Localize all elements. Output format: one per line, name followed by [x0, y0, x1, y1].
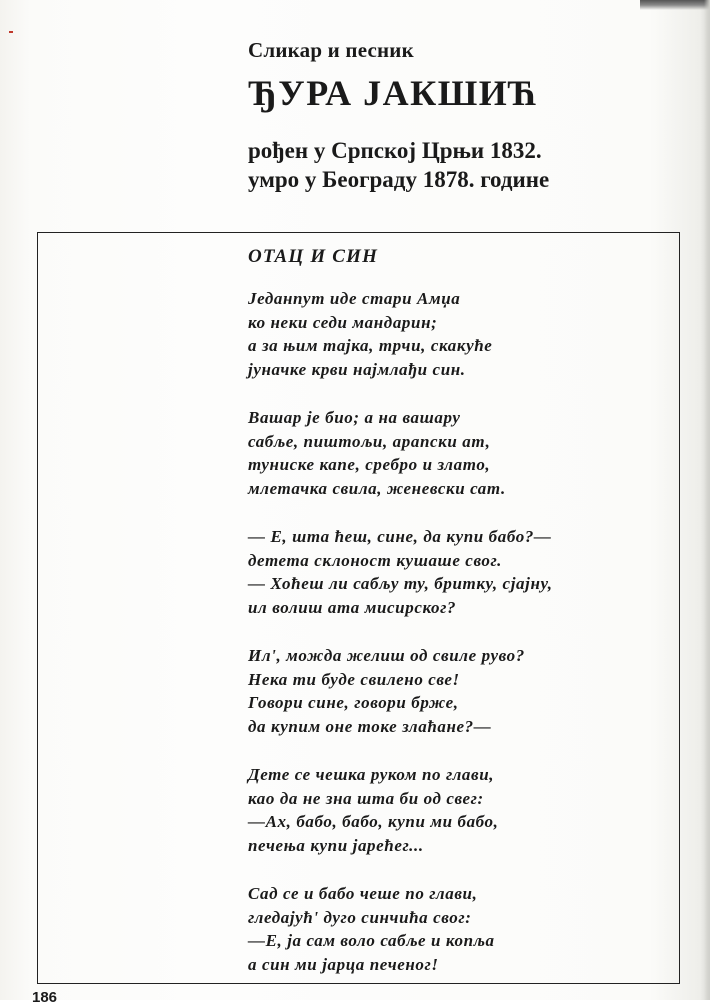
poem-line: Нека ти буде свилено све! [248, 669, 460, 689]
poem-line: Сад се и бабо чеше по глави, [248, 884, 478, 903]
page-shadow-top [640, 0, 710, 10]
poem-line: Једанпут иде стари Амџа [248, 289, 461, 308]
stanza-3 [248, 525, 668, 619]
author-bio [248, 136, 668, 194]
poem-line: да купим оне токе злаћане?— [248, 716, 492, 736]
poem [248, 245, 668, 976]
poem-title: ОТАЦ И СИН [248, 246, 379, 267]
author-born: рођен у Српској Црњи 1832. [248, 138, 542, 163]
poem-line: а син ми јарца печеног! [248, 954, 439, 974]
poem-line: јуначке крви најмлађи син. [248, 359, 466, 379]
poem-line: туниске капе, сребро и злато, [248, 455, 491, 474]
author-name: ЂУРА ЈАКШИЋ [248, 73, 539, 113]
margin-mark [9, 31, 13, 33]
poem-line: детета склоност кушаше свог. [248, 550, 503, 570]
stanza-4 [248, 644, 668, 738]
poem-line: као да не зна шта би од свег: [248, 788, 484, 808]
poem-line: —Е, ја сам воло сабље и копља [248, 931, 495, 950]
poem-line: Дете се чешка руком по глави, [248, 765, 495, 784]
poem-line: печења купи јарећег... [248, 835, 424, 855]
stanza-1 [248, 287, 668, 381]
page-shadow-right [704, 0, 710, 1000]
stanza-6 [248, 882, 668, 976]
author-subtitle: Сликар и песник [248, 38, 414, 62]
poem-line: сабље, пиштољи, арапски ат, [248, 431, 491, 451]
poem-line: Говори сине, говори брже, [248, 693, 459, 712]
poem-line: Вашар је био; а на вашару [248, 408, 461, 427]
poem-line: Ил', можда желиш од свиле руво? [248, 646, 525, 665]
poem-line: млетачка свила, женевски сат. [248, 478, 506, 498]
poem-frame [37, 232, 680, 984]
poem-line: — Хоћеш ли сабљу ту, бритку, сјајну, [248, 574, 553, 593]
poem-line: гледајућ' дуго синчића свог: [248, 907, 472, 927]
poem-line: —Ах, бабо, бабо, купи ми бабо, [248, 812, 499, 831]
stanza-5 [248, 763, 668, 857]
poem-line: ко неки седи мандарин; [248, 312, 438, 332]
author-died: умро у Београду 1878. године [248, 167, 550, 192]
poem-line: а за њим тајка, трчи, скакуће [248, 336, 493, 355]
page-number: 186 [32, 989, 58, 1006]
author-header [248, 36, 668, 194]
poem-line: — Е, шта ћеш, сине, да купи бабо?— [248, 527, 552, 546]
poem-line: ил волиш ата мисирског? [248, 597, 457, 617]
stanza-2 [248, 406, 668, 500]
